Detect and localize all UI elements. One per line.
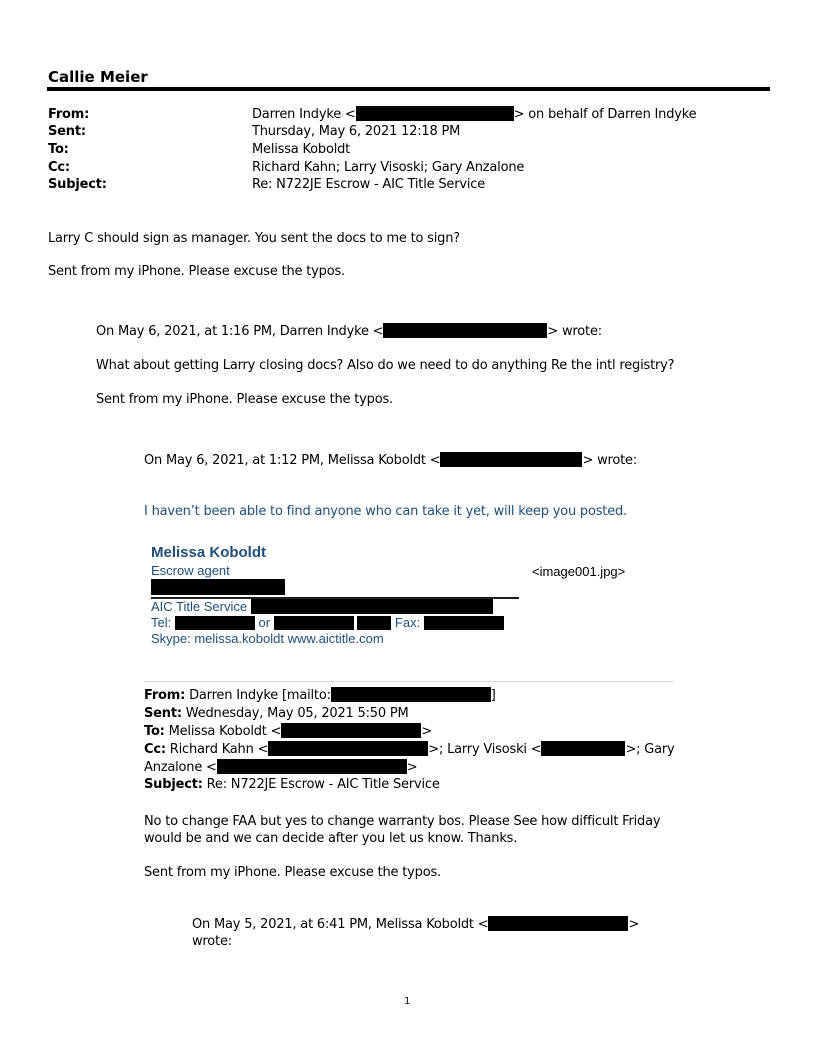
fwd-cc-label: Cc: — [144, 742, 166, 757]
fwd-body-line-2: would be and we can decide after you let us know. Thanks. — [144, 831, 518, 846]
redaction-block — [383, 323, 547, 338]
quote3-header — [192, 916, 639, 933]
quote3-header-post: > — [628, 917, 640, 932]
fwd-body-line-1: No to change FAA but yes to change warranty bos. Please See how difficult Friday — [144, 814, 661, 829]
fwd-to-value: Melissa Koboldt < — [164, 724, 282, 739]
signature-skype: Skype: melissa.koboldt www.aictitle.com — [151, 631, 384, 646]
sent-label: Sent: — [48, 124, 86, 139]
redaction-block — [175, 616, 255, 630]
fwd-cc-line-2 — [144, 759, 417, 776]
page-title: Callie Meier — [48, 68, 148, 86]
quote1-line-2: Sent from my iPhone. Please excuse the typos. — [96, 392, 393, 407]
fwd-cc-close: > — [406, 760, 418, 775]
company-name: AIC Title Service — [151, 599, 248, 614]
body-line-2: Sent from my iPhone. Please excuse the typos. — [48, 264, 345, 279]
from-value — [252, 106, 696, 123]
fwd-cc-pre: Richard Kahn < — [165, 742, 269, 757]
quote2-header-pre: On May 6, 2021, at 1:12 PM, Melissa Koboldt < — [144, 453, 441, 468]
subject-label: Subject: — [48, 177, 107, 192]
signature-contact — [151, 615, 504, 630]
quote3-header-pre: On May 5, 2021, at 6:41 PM, Melissa Koboldt < — [192, 917, 489, 932]
fwd-from-close: ] — [490, 688, 496, 703]
message-separator — [144, 681, 674, 682]
signature-name: Melissa Koboldt — [151, 544, 267, 561]
redaction-block — [541, 741, 625, 756]
fwd-cc-tail: >; Gary — [625, 742, 675, 757]
redaction-block — [274, 616, 354, 630]
fwd-body-line-3: Sent from my iPhone. Please excuse the typos. — [144, 865, 441, 880]
fwd-from — [144, 687, 496, 704]
quote2-message: I haven’t been able to find anyone who can take it yet, will keep you posted. — [144, 504, 627, 519]
redaction-block — [356, 106, 514, 121]
redaction-block — [424, 616, 504, 630]
from-name: Darren Indyke < — [252, 107, 356, 122]
fwd-to-label: To: — [144, 724, 165, 739]
from-suffix: > on behalf of Darren Indyke — [513, 107, 697, 122]
tel-label: Tel: — [151, 615, 172, 630]
fwd-sent-value: Wednesday, May 05, 2021 5:50 PM — [181, 706, 409, 721]
quote1-header-post: > wrote: — [547, 324, 602, 339]
redaction-block — [151, 579, 285, 595]
sent-value: Thursday, May 6, 2021 12:18 PM — [252, 124, 461, 139]
fwd-from-value: Darren Indyke [mailto: — [185, 688, 331, 703]
page-number: 1 — [404, 996, 411, 1007]
from-label: From: — [48, 107, 90, 122]
body-line-1: Larry C should sign as manager. You sent the docs to me to sign? — [48, 231, 460, 246]
fwd-to-close: > — [421, 724, 433, 739]
quote2-header — [144, 452, 637, 469]
signature-image-placeholder: <image001.jpg> — [532, 564, 626, 579]
redaction-block — [251, 599, 493, 614]
fwd-subject-label: Subject: — [144, 777, 203, 792]
redaction-block — [331, 687, 491, 702]
cc-value: Richard Kahn; Larry Visoski; Gary Anzalone — [252, 160, 525, 175]
quote1-header — [96, 323, 602, 340]
cc-label: Cc: — [48, 160, 70, 175]
fax-label: Fax: — [394, 615, 421, 630]
fwd-to — [144, 723, 432, 740]
quote2-header-post: > wrote: — [582, 453, 637, 468]
fwd-cc-line2: Anzalone < — [144, 760, 217, 775]
fwd-cc — [144, 741, 675, 758]
fwd-subject-value: Re: N722JE Escrow - AIC Title Service — [202, 777, 440, 792]
redaction-block — [281, 723, 421, 738]
to-label: To: — [48, 142, 69, 157]
redaction-block — [357, 616, 391, 630]
to-value: Melissa Koboldt — [252, 142, 351, 157]
subject-value: Re: N722JE Escrow - AIC Title Service — [252, 177, 485, 192]
or-label: or — [258, 615, 271, 630]
fwd-from-label: From: — [144, 688, 186, 703]
fwd-sent-label: Sent: — [144, 706, 182, 721]
redaction-block — [488, 916, 628, 931]
fwd-subject — [144, 776, 440, 793]
quote1-line-1: What about getting Larry closing docs? Also do we need to do anything Re the intl registry? — [96, 358, 675, 373]
fwd-sent — [144, 705, 409, 722]
redaction-block — [217, 759, 407, 774]
redaction-block — [440, 452, 582, 467]
header-rule — [47, 87, 770, 91]
quote1-header-pre: On May 6, 2021, at 1:16 PM, Darren Indyke < — [96, 324, 384, 339]
signature-title: Escrow agent — [151, 563, 230, 578]
signature-company — [151, 599, 493, 614]
quote3-wrote: wrote: — [192, 934, 232, 949]
redaction-block — [268, 741, 428, 756]
fwd-cc-mid: >; Larry Visoski < — [428, 742, 542, 757]
